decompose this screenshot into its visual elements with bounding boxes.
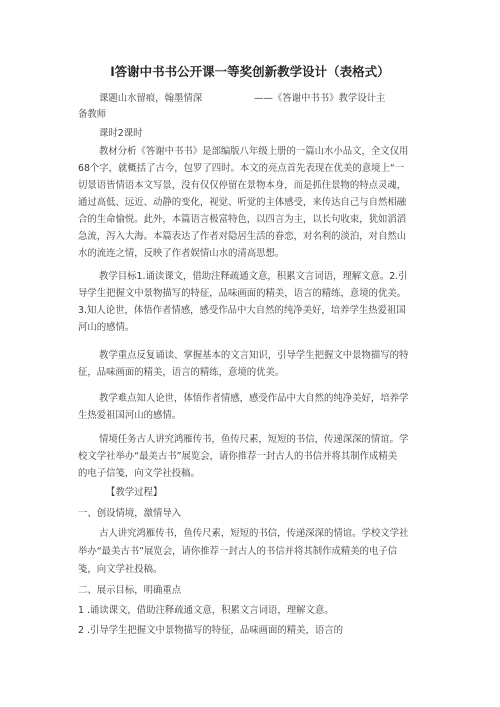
lesson-topic-line: [0, 92, 500, 106]
lesson-topic: 课题山水留痕，翰墨情深: [99, 93, 203, 104]
process-heading: 【教学过程】: [106, 487, 163, 498]
analysis-line: 68个字，就概括了古今，包罗了四时。本文的亮点首先表现在优美的意境上“一: [78, 163, 405, 174]
analysis-line: 合的生命愉悦。此外，本篇语言极富特色，以四言为主，以长句收束，犹如滔滔: [78, 214, 407, 225]
analysis-line: 急流，泻入大海。本篇表达了作者对隐居生活的眷恋，对名利的淡泊，对自然山: [78, 231, 407, 242]
section2-heading: 二、展示目标，明确重点: [78, 585, 182, 596]
analysis-line: 通过高低、远近、动静的变化，视觉、听觉的主体感受，来传达自己与自然相融: [78, 197, 407, 208]
task-line: 校文学社举办“最美古书”展览会，请你推荐一封古人的书信并将其制作成精美: [78, 451, 398, 462]
goals-line: 导学生把握文中景物描写的特征，品味画面的精美，语言的精练，意境的优美。: [78, 288, 407, 299]
section1-heading: 一、创设情境，激情导入: [78, 508, 182, 519]
difficulties-line: 生热爱祖国河山的感情。: [78, 410, 182, 421]
document-title: l答谢中书书公开课一等奖创新教学设计（表格式）: [110, 64, 390, 79]
difficulties-line: 教学难点知人论世，体悟作者情感，感受作品中大自然的纯净美好，培养学: [99, 393, 409, 404]
teacher-label: 备教师: [78, 109, 107, 120]
lesson-design-label: ——《答谢中书书》教学设计主: [254, 93, 386, 104]
goals-line: 教学目标1.诵读课文，借助注释疏通文意，积累文言词语，理解文意。2.引: [99, 271, 408, 282]
analysis-line: 切景语皆情语本文写景，没有仅仅停留在景物本身，而是抓住景物的特点灵魂，: [78, 180, 407, 191]
class-hours: 课时2课时: [99, 128, 143, 139]
analysis-line: 水的流连之情，反映了作者娱情山水的清高思想。: [78, 248, 285, 259]
section2-item: 2 .引导学生把握文中景物描写的特征，品味画面的精美，语言的: [78, 625, 344, 636]
key-points-line: 教学重点反复诵读、掌握基本的文言知识，引导学生把握文中景物描写的特: [99, 350, 409, 361]
analysis-line: 教材分析《答谢中书书》是部编版八年级上册的一篇山水小品文，全文仅用: [99, 146, 409, 157]
task-line: 情境任务古人讲究鸿雁传书，鱼传尺素，短短的书信，传递深深的情谊。学: [99, 434, 409, 445]
section1-line: 举办“最美古书”展览会，请你推荐一封古人的书信并将其制作成精美的电子信: [78, 546, 398, 557]
goals-line: 河山的感情。: [78, 322, 135, 333]
task-line: 的电子信笺，向文学社投稿。: [78, 468, 200, 479]
section2-item: 1 .诵读课文，借助注释疏通文意，积累文言词语，理解文意。: [78, 605, 334, 616]
key-points-line: 征，品味画面的精美，语言的精练，意境的优美。: [78, 367, 285, 378]
section1-line: 古人讲究鸿雁传书，鱼传尺素，短短的书信，传递深深的情谊。学校文学社: [99, 528, 409, 539]
goals-line: 3.知人论世，体悟作者情感，感受作品中大自然的纯净美好，培养学生热爱祖国: [78, 305, 406, 316]
section1-line: 笺，向文学社投稿。: [78, 564, 163, 575]
